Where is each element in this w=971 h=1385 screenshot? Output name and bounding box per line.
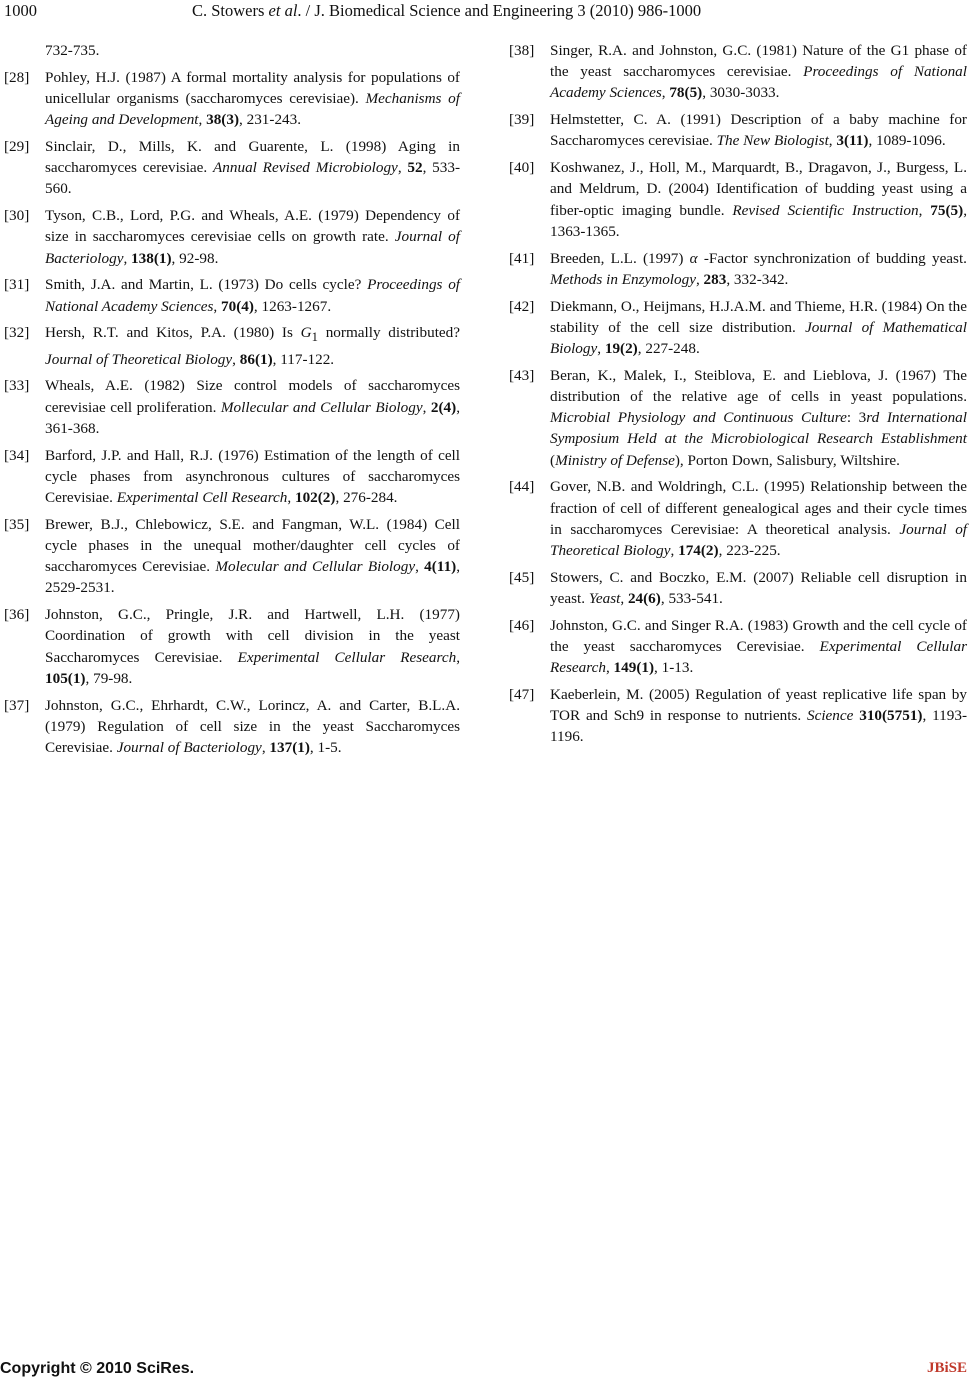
reference-number: [43] — [509, 366, 535, 384]
reference-text: , 361-368. — [45, 398, 460, 437]
reference-text: 283 — [703, 270, 727, 288]
reference-34 — [4, 445, 460, 509]
reference-text: , 1-5. — [309, 739, 342, 757]
reference-text: Methods in Enzymology — [550, 270, 696, 288]
reference-column-right — [509, 40, 967, 753]
reference-text: , 227-248. — [637, 340, 700, 358]
reference-text: , 92-98. — [171, 249, 219, 267]
reference-text: Revised Scientific Instruction — [732, 201, 919, 219]
reference-text: Mollecular and Cellular Biology — [220, 398, 423, 416]
reference-text: Hersh, R.T. and Kitos, P.A. (1980) Is — [45, 324, 301, 342]
reference-text: 70(4) — [221, 297, 254, 315]
reference-text: , — [695, 270, 704, 288]
reference-number: [37] — [4, 696, 30, 714]
reference-number: [41] — [509, 249, 535, 267]
reference-text: Molecular and Cellular Biology — [215, 558, 416, 576]
reference-text: Proceedings of National Academy Sciences — [45, 276, 461, 315]
reference-47 — [509, 684, 967, 748]
reference-text: , — [415, 558, 425, 576]
reference-text: 38(3) — [206, 111, 240, 129]
reference-text: Beran, K., Malek, I., Steiblova, E. and Lieblova, J. (1967) The distribution of the relative age of cells in yeast populations. — [550, 366, 967, 406]
reference-number: [36] — [4, 606, 30, 624]
reference-text: , — [198, 111, 207, 129]
reference-number: [42] — [509, 297, 535, 315]
reference-text: 732-735. — [45, 42, 100, 59]
reference-column-left — [4, 40, 460, 764]
reference-text: 24(6) — [627, 590, 661, 608]
reference-text: , — [287, 489, 295, 507]
reference-number: [32] — [4, 324, 30, 342]
reference-text: Helmstetter, C. A. (1991) Description of a baby machine for Saccharomyces cerevisiae. — [550, 111, 967, 150]
page-number: 1000 — [4, 1, 37, 20]
reference-text: Singer, R.A. and Johnston, G.C. (1981) Nature of the G1 phase of the yeast saccharomyces cerevisiae. — [550, 42, 967, 81]
reference-text: normally distributed? — [317, 324, 460, 342]
reference-text: Yeast — [588, 590, 621, 608]
reference-text: , 79-98. — [85, 669, 133, 687]
reference-number: [30] — [4, 207, 30, 225]
g1-symbol: G — [300, 324, 312, 342]
reference-text: -Factor synchronization of budding yeast. — [697, 249, 967, 267]
reference-text: Science — [807, 707, 854, 725]
reference-29 — [4, 136, 460, 200]
reference-text: , 276-284. — [335, 489, 398, 507]
reference-text: 310(5751) — [859, 707, 923, 725]
reference-text: , — [670, 542, 679, 560]
reference-text: Microbial Physiology and Continuous Culture — [550, 409, 847, 427]
reference-text: Proceedings of National Academy Sciences — [550, 63, 967, 102]
reference-text: : 3 — [846, 409, 867, 427]
reference-text: Kaeberlein, M. (2005) Regulation of yeast replicative life span by TOR and Sch9 in response to nutrients. — [550, 686, 967, 725]
reference-number: [31] — [4, 276, 30, 294]
reference-text: 174(2) — [678, 542, 719, 560]
reference-text: , — [597, 340, 605, 358]
reference-text: 137(1) — [269, 739, 310, 757]
reference-text: , 533-560. — [45, 159, 461, 198]
reference-number: [33] — [4, 377, 30, 395]
reference-text: Experimental Cellular Research — [237, 648, 457, 666]
running-title: C. Stowers et al. / J. Biomedical Science and Engineering 3 (2010) 986-1000 — [192, 1, 702, 20]
reference-text: , 3030-3033. — [702, 84, 780, 102]
reference-text: Diekmann, O., Heijmans, H.J.A.M. and Thieme, H.R. (1984) On the stability of the cell size distribution. — [550, 297, 967, 336]
reference-text: , — [422, 398, 431, 416]
reference-text: , 332-342. — [726, 270, 789, 288]
reference-27-tail — [4, 40, 460, 61]
reference-text: , 223-225. — [718, 542, 781, 560]
reference-28 — [4, 67, 460, 131]
reference-text: 2(4) — [430, 398, 457, 416]
reference-text: Journal of Theoretical Biology — [550, 520, 968, 560]
reference-text: Gover, N.B. and Woldringh, C.L. (1995) Relationship between the fraction of cell of different genealogical ages and their cycle times in saccharomyces Cerevisiae: A theoretical analysis. — [550, 478, 967, 538]
reference-text: , — [620, 590, 628, 608]
reference-number: [35] — [4, 515, 30, 533]
reference-text: , 1089-1096. — [868, 132, 946, 150]
reference-number: [46] — [509, 616, 535, 634]
reference-text: 75(5) — [930, 201, 964, 219]
reference-number: [44] — [509, 478, 535, 496]
reference-text: Brewer, B.J., Chlebowicz, S.E. and Fangman, W.L. (1984) Cell cycle phases in the unequal mother/daughter cell cycles of saccharomyces Cerevisiae. — [45, 515, 460, 576]
reference-text: , 117-122. — [272, 350, 335, 368]
reference-text: The New Biologist — [716, 132, 829, 150]
reference-31 — [4, 274, 460, 316]
reference-text: Ministry of Defense — [555, 451, 675, 469]
reference-text: Journal of Mathematical Biology — [550, 318, 967, 358]
reference-text: 149(1) — [613, 659, 655, 677]
reference-text: , — [456, 648, 460, 666]
reference-36 — [4, 604, 460, 689]
reference-text: Stowers, C. and Boczko, E.M. (2007) Reliable cell disruption in yeast. — [550, 568, 967, 608]
reference-text: 19(2) — [604, 340, 638, 358]
reference-number: [40] — [509, 159, 535, 177]
reference-37 — [4, 695, 460, 759]
running-header — [4, 0, 964, 22]
reference-41 — [509, 248, 967, 290]
reference-text: Koshwanez, J., Holl, M., Marquardt, B., Dragavon, J., Burgess, L. and Meldrum, D. (2004) Identification of budding yeast using a fiber-optic imaging bundle. — [550, 159, 967, 219]
reference-text: Johnston, G.C. and Singer R.A. (1983) Growth and the cell cycle of the yeast saccharomyces Cerevisiae. — [550, 616, 967, 656]
reference-text: 3(11) — [836, 132, 869, 150]
reference-text: Breeden, L.L. (1997) — [550, 249, 690, 267]
reference-number: [38] — [509, 42, 535, 59]
reference-text: , 1263-1267. — [253, 297, 332, 315]
reference-number: [47] — [509, 686, 535, 704]
reference-text: , 1363-1365. — [550, 201, 967, 240]
reference-text: , — [213, 297, 222, 315]
reference-text: ( — [550, 451, 556, 469]
reference-number: [45] — [509, 568, 535, 586]
journal-mark: JBiSE — [926, 1360, 967, 1376]
reference-32 — [4, 322, 460, 369]
reference-text: Journal of Bacteriology — [45, 228, 460, 267]
reference-text: Experimental Cell Research — [116, 489, 288, 507]
reference-text: Journal of Theoretical Biology — [45, 350, 233, 368]
reference-text: Johnston, G.C., Ehrhardt, C.W., Lorincz, A. and Carter, B.L.A. (1979) Regulation of cell size in the yeast Saccharomyces Cerevisiae. — [45, 696, 460, 757]
reference-text: Barford, J.P. and Hall, R.J. (1976) Estimation of the length of cell cycle phases from asynchronous cultures of saccharomyces Cerevisiae. — [45, 446, 460, 507]
reference-text: Journal of Bacteriology — [116, 739, 262, 757]
reference-number: [34] — [4, 446, 30, 464]
reference-46 — [509, 615, 967, 679]
reference-text: , 231-243. — [239, 111, 302, 129]
reference-text: Johnston, G.C., Pringle, J.R. and Hartwell, L.H. (1977) Coordination of growth with cell division in the yeast Saccharomyces Cerevisiae. — [45, 606, 460, 666]
reference-42 — [509, 296, 967, 360]
reference-text: 52 — [407, 159, 423, 177]
reference-40 — [509, 157, 967, 242]
reference-35 — [4, 514, 460, 599]
reference-number: [28] — [4, 68, 30, 86]
reference-text: Experimental Cellular Research — [550, 638, 967, 677]
reference-43 — [509, 365, 967, 471]
reference-text: , 1193-1196. — [550, 707, 968, 746]
reference-text: ), Porton Down, Salisbury, Wiltshire. — [674, 451, 900, 469]
reference-text: , — [661, 84, 670, 102]
reference-text: , — [123, 249, 132, 267]
reference-text: Smith, J.A. and Martin, L. (1973) Do cells cycle? — [45, 276, 368, 294]
reference-text: 105(1) — [45, 669, 86, 687]
reference-text: 86(1) — [239, 350, 273, 368]
reference-text: Tyson, C.B., Lord, P.G. and Wheals, A.E. (1979) Dependency of size in saccharomyces cerevisiae cells on growth rate. — [45, 207, 460, 246]
reference-text: Wheals, A.E. (1982) Size control models of saccharomyces cerevisiae cell proliferation. — [45, 377, 460, 416]
page-footer — [0, 1360, 967, 1382]
reference-text: , — [397, 159, 408, 177]
reference-text: , 2529-2531. — [45, 558, 461, 597]
reference-text: Annual Revised Microbiology — [213, 159, 398, 177]
reference-33 — [4, 375, 460, 439]
reference-text: , — [261, 739, 270, 757]
reference-text: , — [232, 350, 240, 368]
reference-text: , — [918, 201, 931, 219]
reference-30 — [4, 205, 460, 269]
reference-text: , — [828, 132, 837, 150]
reference-text: 1 — [311, 330, 318, 345]
reference-text: , 533-541. — [660, 590, 723, 608]
reference-text: Sinclair, D., Mills, K. and Guarente, L. (1998) Aging in saccharomyces cerevisiae. — [45, 138, 460, 177]
reference-text: 4(11) — [424, 558, 457, 576]
reference-text: 78(5) — [669, 84, 703, 102]
reference-text: 102(2) — [294, 489, 336, 507]
reference-number: [29] — [4, 138, 30, 155]
reference-text: Pohley, H.J. (1987) A formal mortality analysis for populations of unicellular organisms (saccharomyces cerevisiae). — [45, 68, 460, 107]
reference-39 — [509, 109, 967, 151]
reference-text: Mechanisms of Ageing and Development — [45, 90, 460, 129]
reference-38 — [509, 40, 967, 104]
reference-45 — [509, 567, 967, 609]
copyright-notice: Copyright © 2010 SciRes. — [0, 1360, 195, 1377]
reference-text: rd International Symposium Held at the Microbiological Research Establishment — [550, 409, 967, 448]
reference-44 — [509, 476, 967, 561]
reference-text: , 1-13. — [654, 659, 694, 677]
reference-text: 138(1) — [131, 249, 172, 267]
alpha-symbol: α — [689, 249, 698, 267]
reference-text: , — [605, 659, 614, 677]
reference-number: [39] — [509, 111, 535, 129]
